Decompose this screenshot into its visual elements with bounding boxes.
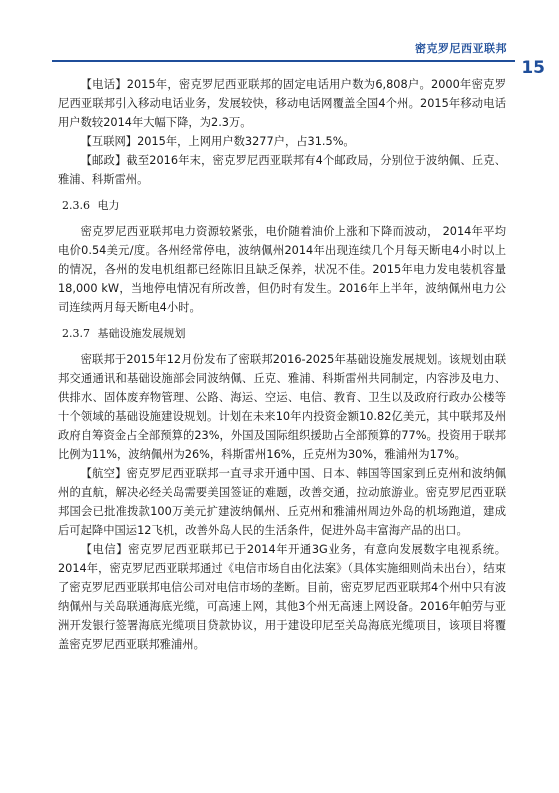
paragraph-aviation: 【航空】密克罗尼西亚联邦一直寻求开通中国、日本、韩国等国家到丘克州和波纳佩州的直航，解决必经关岛需要美国签证的难题，改善交通，拉动旅游业。密克罗尼西亚联邦国会已批准拨款100万美元扩建波纳佩州、丘克州和雅浦州周边外岛的机场跑道，建成后可起降中国运12飞机，改善外岛人民的生活条件，促进外岛丰富海产品的出口。 [58, 467, 506, 537]
section-title: 电力 [97, 199, 120, 212]
spacer [58, 317, 506, 324]
running-header-title: 密克罗尼西亚联邦 [415, 42, 507, 55]
paragraph-telecom: 【电信】密克罗尼西亚联邦已于2014年开通3G业务，有意向发展数字电视系统。2014年，密克罗尼西亚联邦通过《电信市场自由化法案》（具体实施细则尚未出台），结束了密克罗尼西亚联邦电信公司对电信市场的垄断。目前，密克罗尼西亚联邦4个州中只有波纳佩州与关岛联通海底光缆，可高速上网，其他3个州无高速上网设备。2016年帕劳与亚洲开发银行签署海底光缆项目贷款协议，用于建设印尼至关岛海底光缆项目，该项目将覆盖密克罗尼西亚联邦雅浦州。 [58, 543, 506, 651]
section-heading-infrastructure [58, 324, 506, 343]
spacer [58, 215, 506, 222]
paragraph-telephone: 【电话】2015年，密克罗尼西亚联邦的固定电话用户数为6,808户。2000年密克罗尼西亚联邦引入移动电话业务，发展较快，移动电话网覆盖全国4个州。2015年移动电话用户数较2014年大幅下降，为2.3万。 [58, 78, 506, 129]
spacer [58, 343, 506, 350]
section-number: 2.3.7 [62, 327, 90, 340]
section-title: 基础设施发展规划 [97, 327, 186, 340]
paragraph-internet: 【互联网】2015年，上网用户数3277户，占31.5%。 [80, 135, 355, 148]
section-number: 2.3.6 [62, 199, 90, 212]
paragraph-infra-plan: 密联邦于2015年12月份发布了密联邦2016-2025年基础设施发展规划。该规划由联邦交通通讯和基础设施部会同波纳佩、丘克、雅浦、科斯雷州共同制定，内容涉及电力、供排水、固体废弃物管理、公路、海运、空运、电信、教育、卫生以及政府行政办公楼等十个领域的基础设施建设规划。计划在未来10年内投资金额10.82亿美元，其中联邦及州政府自筹资金占全部预算的23%，外国及国际组织援助占全部预算的77%。投资用于联邦比例为11%，波纳佩州为26%，科斯雷州16%，丘克州为30%，雅浦州为17%。 [58, 353, 506, 461]
section-heading-power [58, 196, 506, 215]
page-number: 15 [521, 58, 545, 78]
page-body [58, 75, 506, 654]
paragraph-postal: 【邮政】截至2016年末，密克罗尼西亚联邦有4个邮政局，分别位于波纳佩、丘克、雅浦、科斯雷州。 [58, 154, 506, 186]
spacer [58, 189, 506, 196]
paragraph-power: 密克罗尼西亚联邦电力资源较紧张，电价随着油价上涨和下降而波动， 2014年平均电价0.54美元/度。各州经常停电，波纳佩州2014年出现连续几个月每天断电4小时以上的情况，各州的发电机组都已经陈旧且缺乏保养，状况不佳。2015年电力发电装机容量18,000 kW，当地停电情况有所改善，但仍时有发生。2016年上半年，波纳佩州电力公司连续两月每天断电4小时。 [58, 225, 506, 314]
header-rule [52, 60, 515, 62]
page-header [0, 0, 559, 80]
